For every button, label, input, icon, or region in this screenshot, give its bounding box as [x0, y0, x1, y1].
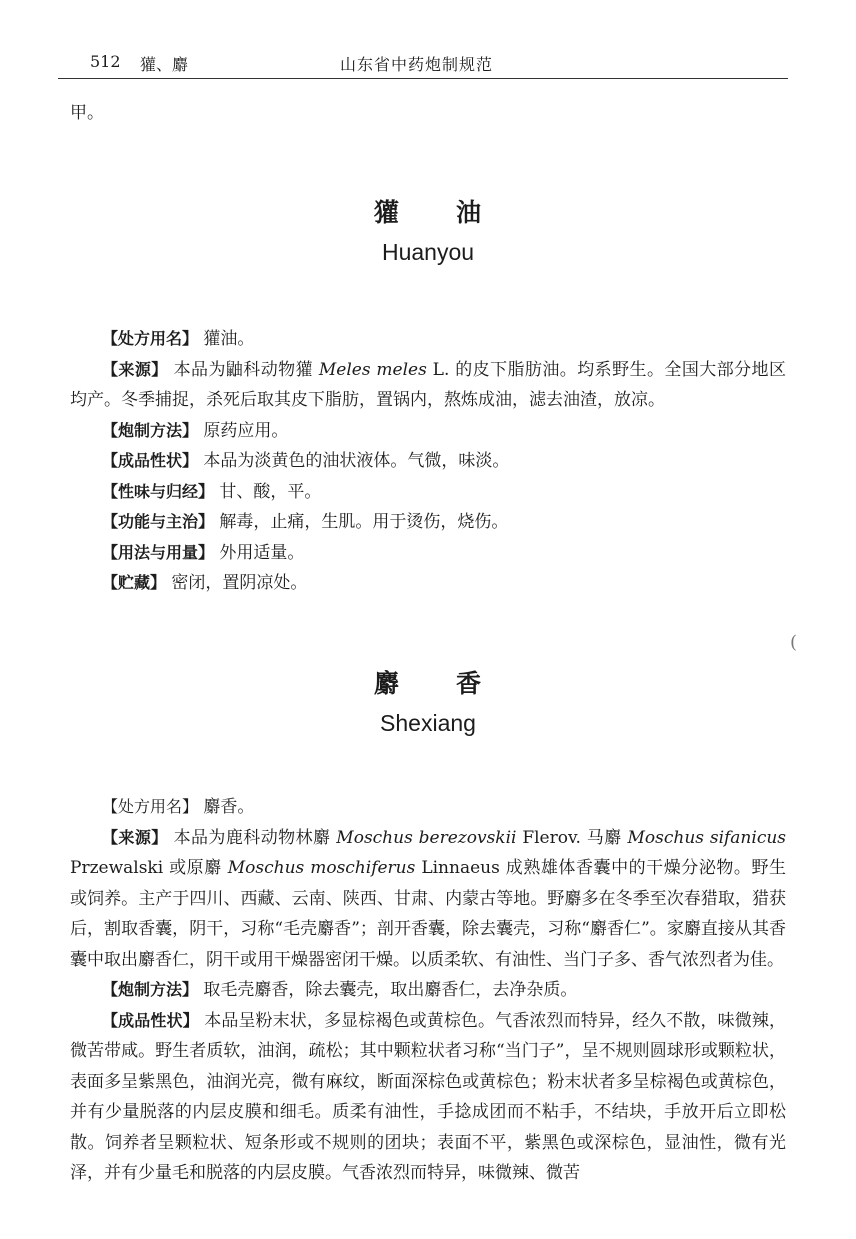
paragraph-prescription-name: 【处方用名】 獾油。 [102, 329, 255, 349]
book-title: 山东省中药炮制规范 [340, 55, 494, 74]
monograph-title-shexiang [0, 664, 856, 737]
scan-mark: ( [790, 632, 798, 653]
paragraph-storage: 【贮藏】 密闭，置阴凉处。 [102, 573, 308, 593]
monograph-body-shexiang [70, 792, 786, 1189]
paragraph-prescription-name: 【处方用名】 麝香。 [102, 797, 255, 817]
title-pinyin: Huanyou [381, 239, 475, 265]
title-chinese: 獾 油 [373, 198, 483, 227]
monograph-body-huanyou [70, 324, 786, 599]
paragraph-characteristics: 【成品性状】 本品呈粉末状，多显棕褐色或黄棕色。气香浓烈而特异，经久不散，味微辣，微苦带咸。野生者质软，油润，疏松；其中颗粒状者习称“当门子”，呈不规则圆球形或颗粒状，表面多呈紫黑色，油润光亮，微有麻纹，断面深棕色或黄棕色；粉末状者多呈棕褐色或黄棕色，并有少量脱落的内层皮膜和细毛。质柔有油性，手捻成团而不粘手，不结块，手放开后立即松散。饲养者呈颗粒状、短条形或不规则的团块；表面不平，紫黑色或深棕色，显油性，微有光泽，并有少量毛和脱落的内层皮膜。气香浓烈而特异，味微辣、微苦 [70, 1010, 786, 1183]
header-rule [58, 78, 788, 79]
page-number: 512 [90, 52, 121, 71]
title-chinese: 麝 香 [373, 669, 483, 698]
paragraph-processing: 【炮制方法】 取毛壳麝香，除去囊壳，取出麝香仁，去净杂质。 [102, 980, 578, 1000]
paragraph-dosage: 【用法与用量】 外用适量。 [102, 542, 305, 563]
title-pinyin: Shexiang [380, 710, 476, 736]
paragraph-function: 【功能与主治】 解毒，止痛，生肌。用于烫伤，烧伤。 [102, 512, 509, 532]
running-section: 獾、麝 [140, 55, 189, 74]
paragraph-source: 【来源】 本品为鹿科动物林麝 Moschus berezovskii Flerov. 马麝 Moschus sifanicus Przewalski 或原麝 Moschus moschiferus Linnaeus 成熟雄体香囊中的干燥分泌物。野生或饲养。主产于四川、西藏、云南、陕西、甘肃、内蒙古等地。野麝多在冬季至次春猎取，猎获后，割取香囊，阴干，习称“毛壳麝香”；剖开香囊，除去囊壳，习称“麝香仁”。家麝直接从其香囊中取出麝香仁，阴干或用干燥器密闭干燥。以质柔软、有油性、当门子多、香气浓烈者为佳。 [70, 827, 787, 970]
monograph-title-huanyou [0, 193, 856, 266]
paragraph-nature: 【性味与归经】 甘、酸，平。 [102, 481, 322, 502]
paragraph-source: 【来源】 本品为鼬科动物獾 Meles meles L. 的皮下脂肪油。均系野生。全国大部分地区均产。冬季捕捉，杀死后取其皮下脂肪，置锅内，熬炼成油，滤去油渣，放凉。 [70, 359, 786, 410]
paragraph-characteristics: 【成品性状】 本品为淡黄色的油状液体。气微，味淡。 [102, 451, 510, 471]
continuation-text: 甲。 [70, 103, 104, 123]
page-header [0, 50, 856, 82]
paragraph-processing: 【炮制方法】 原药应用。 [102, 420, 289, 441]
